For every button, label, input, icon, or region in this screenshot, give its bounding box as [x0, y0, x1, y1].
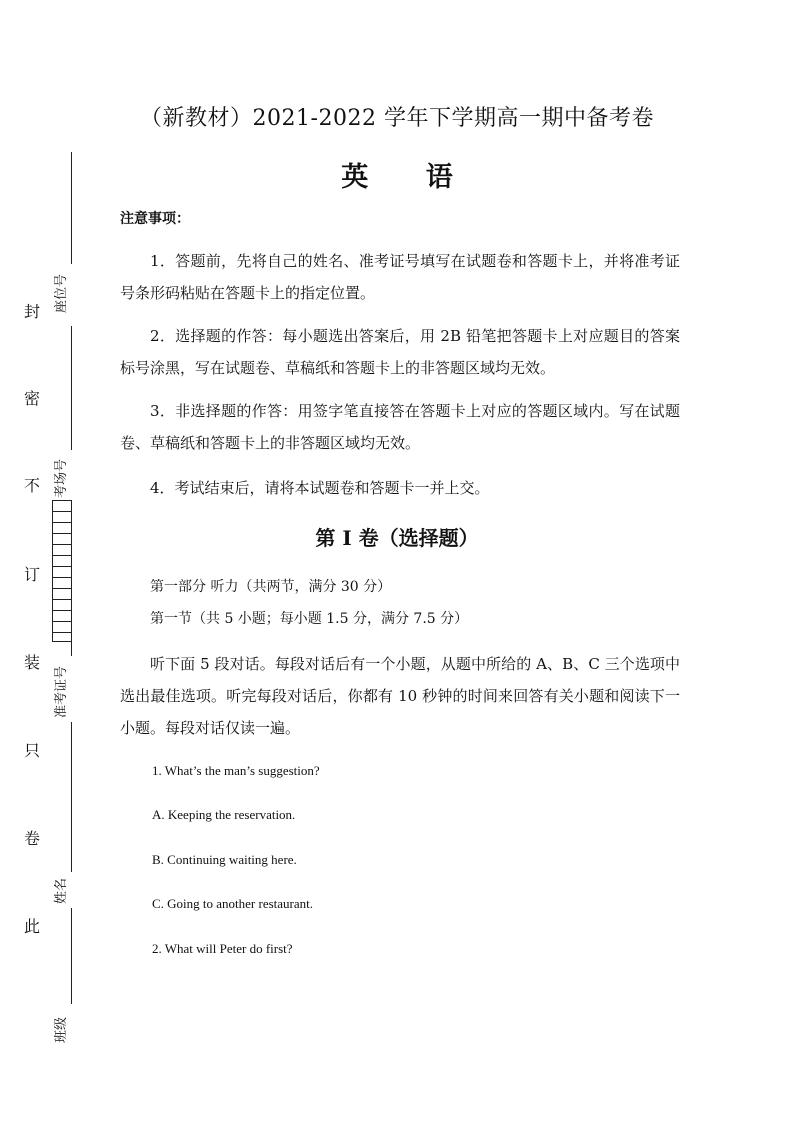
notice-heading: 注意事项：	[120, 211, 190, 227]
seal-char-1: 封	[24, 302, 41, 321]
question-1-option-b: B. Continuing waiting here.	[152, 852, 297, 867]
seat-line	[71, 152, 72, 264]
seal-char-8: 此	[24, 917, 41, 936]
notice-item-3: 3．非选择题的作答：用签字笔直接答在答题卡上对应的答题区域内。写在试题卷、草稿纸和答题卡上的非答题区域均无效。	[120, 402, 680, 452]
question-1-option-c: C. Going to another restaurant.	[152, 896, 314, 911]
room-label: 考场号	[54, 458, 69, 498]
listening-instructions: 听下面 5 段对话。每段对话后有一个小题，从题中所给的 A、B、C 三个选项中选出最佳选项。听完每段对话后，你都有 10 秒钟的时间来回答有关小题和阅读下一小题。每段对话仅读一遍。	[120, 655, 680, 737]
name-label: 姓名	[54, 877, 69, 904]
ticket-number-grid	[52, 500, 72, 642]
seal-char-3: 不	[24, 476, 41, 495]
notice-item-2: 2．选择题的作答：每小题选出答案后，用 2B 铅笔把答题卡上对应题目的答案标号涂黑，写在试题卷、草稿纸和答题卡上的非答题区域均无效。	[120, 327, 680, 377]
exam-title: （新教材）2021-2022 学年下学期高一期中备考卷	[140, 106, 654, 131]
class-label: 班级	[54, 1016, 69, 1043]
seal-char-2: 密	[24, 389, 41, 408]
section-title: 第 I 卷（选择题）	[315, 526, 479, 550]
seal-char-7: 卷	[24, 829, 41, 848]
class-line	[71, 908, 72, 1004]
room-line	[71, 326, 72, 450]
name-line	[71, 722, 72, 872]
question-1: 1. What’s the man’s suggestion?	[152, 763, 320, 778]
question-1-option-a: A. Keeping the reservation.	[152, 807, 296, 822]
seal-char-4: 订	[24, 565, 41, 584]
seal-char-6: 只	[24, 741, 41, 760]
question-2: 2. What will Peter do first?	[152, 941, 293, 956]
notice-item-4: 4．考试结束后，请将本试题卷和答题卡一并上交。	[150, 479, 490, 497]
seat-label: 座位号	[54, 273, 69, 313]
part-heading: 第一部分 听力（共两节，满分 30 分）	[150, 579, 392, 595]
ticket-label: 准考证号	[54, 665, 69, 718]
subsection-heading: 第一节（共 5 小题；每小题 1.5 分，满分 7.5 分）	[150, 611, 469, 627]
ticket-line	[71, 642, 72, 656]
subject-title: 英 语	[341, 162, 477, 193]
seal-char-5: 装	[24, 653, 41, 672]
notice-item-1: 1．答题前，先将自己的姓名、准考证号填写在试题卷和答题卡上，并将准考证号条形码粘贴在答题卡上的指定位置。	[120, 252, 680, 302]
